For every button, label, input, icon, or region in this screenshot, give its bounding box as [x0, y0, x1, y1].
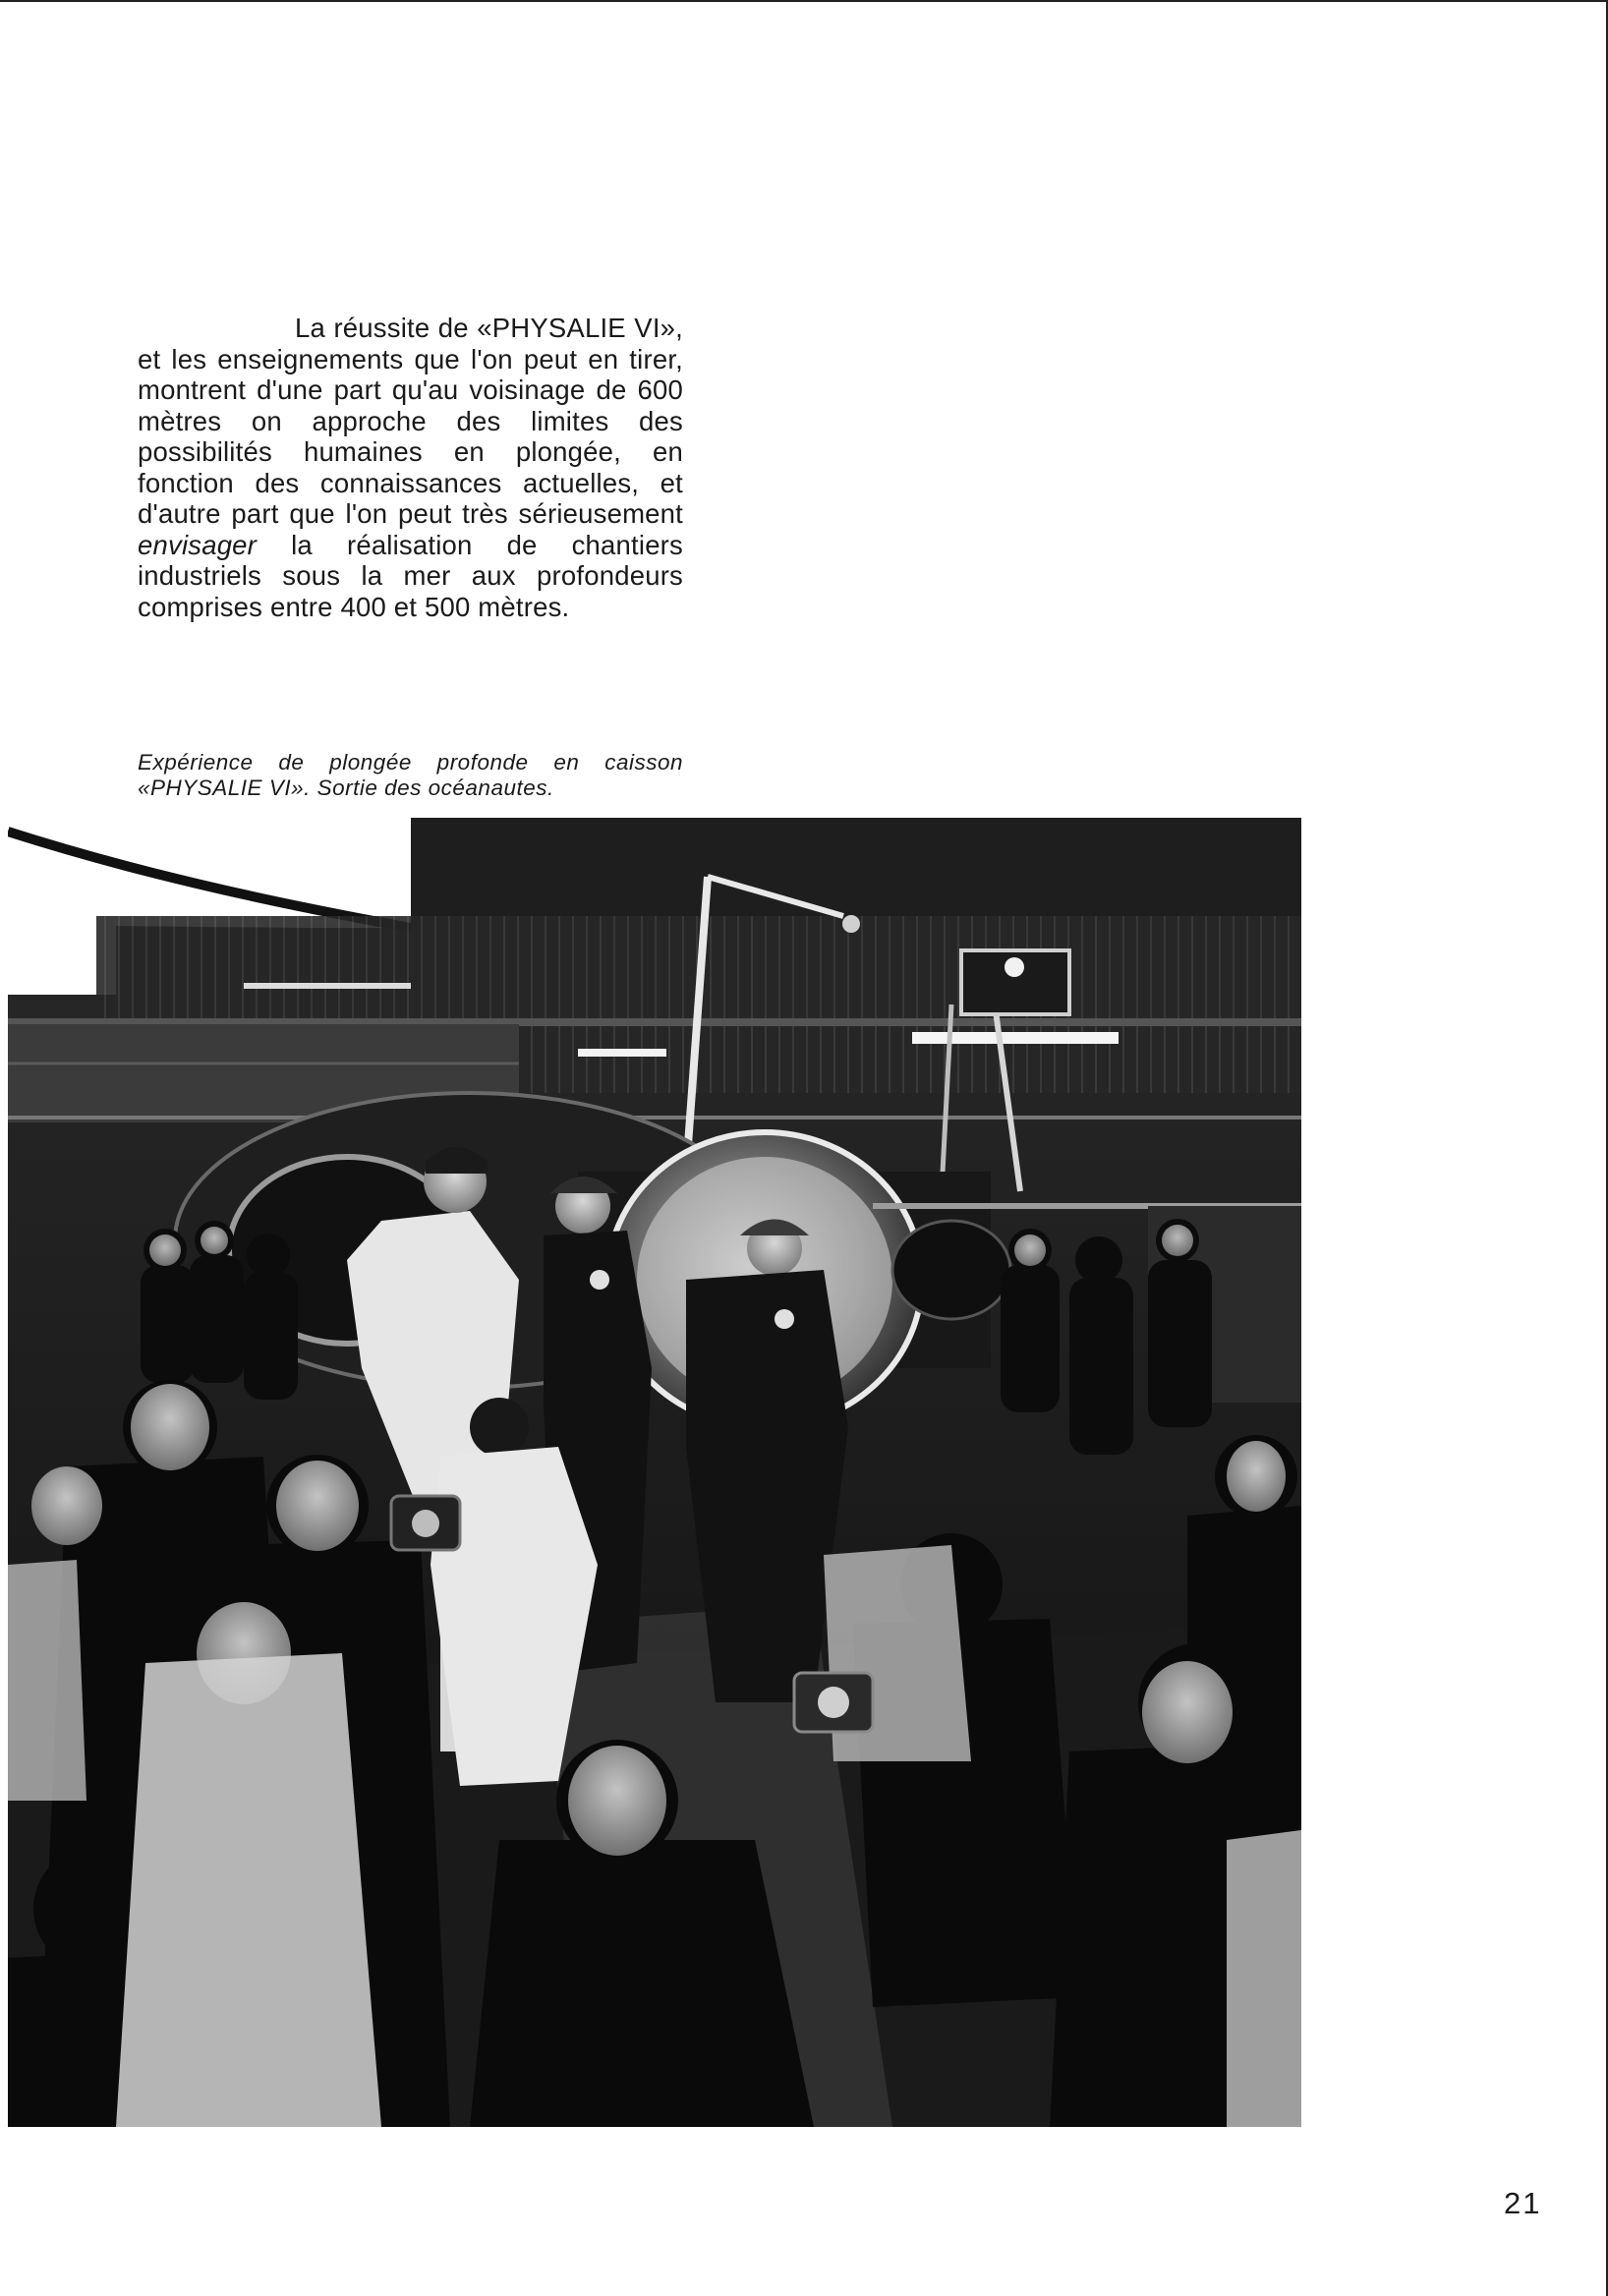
figure-caption: Expérience de plongée profonde en caisson «PHYSALIE VI». Sortie des océanautes.	[138, 750, 683, 800]
page-border-top	[0, 0, 1608, 2]
paragraph-lead: La réussite de «PHYSALIE VI», et les enseignements que l'on peut en tirer, montrent d'une part qu'au voisinage de 600 mètres on approche des limites des possibilités humaines en plongée, en fonction des connaissances actuelles, et d'autre part que l'on peut très sérieusement	[138, 313, 683, 529]
article-paragraph	[138, 313, 683, 622]
paragraph-emphasis: envisager	[138, 529, 258, 560]
figure-photo	[8, 818, 1301, 2127]
article-body	[138, 313, 683, 622]
photo-illustration	[8, 818, 1301, 2127]
page-number: 21	[1504, 2186, 1542, 2220]
paragraph-tail: la réalisation de chantiers industriels sous la mer aux profondeurs comprises entre 400 et 500 mètres.	[138, 529, 683, 622]
